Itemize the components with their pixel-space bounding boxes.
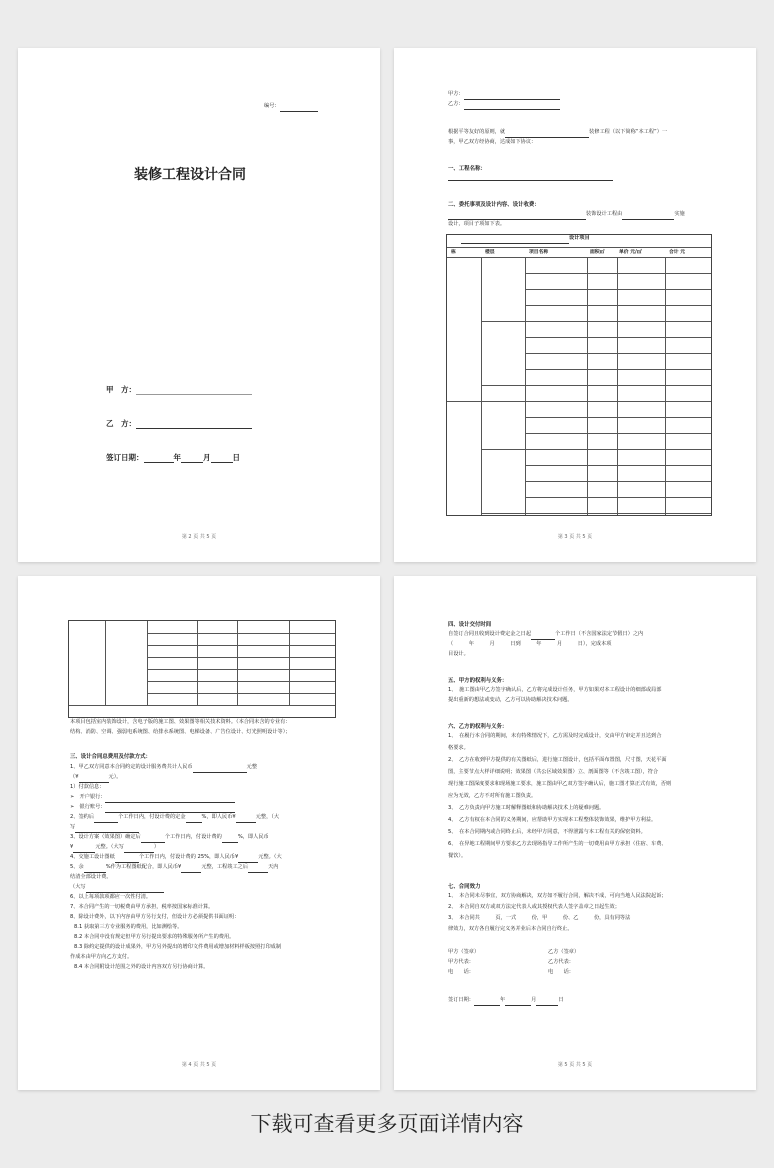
section-5-heading: 五、甲方的权利与义务： [448, 678, 508, 684]
party-a-line [448, 90, 560, 100]
contract-page-cover [18, 48, 380, 562]
table-row-line [69, 705, 335, 706]
month-label: 月 [203, 453, 211, 462]
bank-name [70, 793, 235, 803]
delivery-line-2: （ 年 月 日到 年 月 日），完成本项 [448, 641, 612, 647]
fee-text: 2、签约后 [70, 814, 95, 820]
payment-3-cont [70, 843, 159, 853]
table-row-line [525, 273, 711, 274]
header-building: 栋 [451, 250, 456, 255]
s6-line: 现行施工图深度要求和现场施工要求，施工图由甲乙双方签字确认后，施工图才算正式有效，否则 [448, 781, 672, 787]
project-blank [505, 131, 589, 138]
table-row-line [481, 513, 711, 514]
payment-2-cont [70, 823, 139, 833]
party-a-field [106, 384, 252, 395]
blank [222, 836, 238, 843]
fee-line-2 [70, 773, 121, 783]
party-b-line [448, 100, 560, 110]
fee-text: 元整。（大写 [95, 844, 124, 850]
designer-blank [622, 213, 674, 220]
s6-line: 图，主要节点大样详细说明；效果图（共公区域效果图）立、剖面图等（不含竣工图），符合 [448, 769, 659, 775]
table-row-line [525, 369, 711, 370]
design-blank [448, 213, 586, 220]
fee-text: ） [153, 844, 160, 850]
party-b-blank [464, 103, 560, 110]
s6-line: 5、 在本合同期内或合同终止后，未经甲方同意，不得泄露与本工程有关的保密资料。 [448, 829, 646, 835]
s6-line: 格要求。 [448, 745, 469, 751]
intro-line-1 [448, 128, 667, 138]
design-items-table [446, 234, 712, 516]
section-2-line-2: 设计，项目子项如下表。 [448, 221, 506, 227]
fee-line-7: 7、本合同产生的一切税费由甲方承担，税率按国家标准计算。 [70, 904, 214, 910]
fee-line-1 [70, 763, 257, 773]
blank [105, 806, 235, 813]
blank [124, 846, 154, 853]
fee-text: 5、余 [70, 864, 84, 870]
table-row-line [481, 321, 711, 322]
table-column-line [587, 257, 588, 515]
section-2-text: 实施 [674, 211, 685, 217]
blank [86, 886, 164, 893]
bank-account [70, 803, 235, 813]
s7-line: 律效力，双方各自履行完义务并业后本合同自行终止。 [448, 926, 573, 932]
table-column-line [665, 257, 666, 515]
contract-number [264, 102, 318, 112]
table-column-line [481, 257, 482, 515]
fee-line-8-3-cont: 作成本由甲方向乙方支付。 [70, 954, 133, 960]
section-2-line-1 [448, 210, 685, 220]
tel-party-b: 电 话： [548, 969, 574, 975]
s6-line: 4、 乙方有权在本合同的义务期间，应帮助甲方实现本工程整体装饰效果，维护甲方利益。 [448, 817, 657, 823]
sign-party-b: 乙方（签章） [548, 949, 580, 955]
sign-date-field [106, 452, 240, 463]
table-row-line [481, 449, 711, 450]
table-row-line [525, 417, 711, 418]
fee-text: ¥ [70, 844, 74, 850]
contract-number-blank [280, 104, 318, 112]
fee-line-8-3: 8.3 除约定提供的设计成果外，甲方另外提出的增印文件费用或增加材料样板按照打印成制 [74, 944, 282, 950]
table-row-line [525, 497, 711, 498]
fee-text: %，即人民币 [237, 834, 269, 840]
year-blank [144, 454, 174, 463]
table-row-line [147, 681, 335, 682]
fee-text: %，即人民币¥ [201, 814, 236, 820]
payment-4 [70, 853, 282, 863]
table-row-line [147, 645, 335, 646]
blank [94, 816, 118, 823]
contract-page-4 [18, 576, 380, 1090]
table-title-blank [461, 237, 569, 244]
day-blank [211, 454, 233, 463]
table-row-line [447, 401, 711, 402]
intro-line-2: 事，甲乙双方经协商，达成如下协议： [448, 139, 537, 145]
table-row-line [525, 481, 711, 482]
download-caption[interactable]: 下载可查看更多页面详情内容 [250, 1112, 524, 1136]
party-b-label: 乙方： [448, 101, 464, 107]
blank [73, 846, 95, 853]
fee-line-8: 8、除设计费外，以下内容由甲方另行支付，但设计方必须提供书面证明： [70, 914, 240, 920]
header-area: 面积㎡ [590, 250, 605, 255]
sign-party-a: 甲方（签章） [448, 949, 480, 955]
sign-date-label: 签订日期： [448, 997, 474, 1003]
tel-party-a: 电 话： [448, 969, 474, 975]
page-footer: 第 3 页 共 5 页 [557, 534, 593, 540]
blank [531, 633, 555, 640]
party-a-blank [136, 386, 252, 395]
fee-text: （大写 [70, 884, 86, 890]
s7-line: 2、 本合同自双方或双方法定代表人或其授权代表人签字盖章之日起生效； [448, 904, 620, 910]
table-row-line [525, 353, 711, 354]
payment-5-cont: 结清全部设计费。 [70, 874, 112, 880]
contract-number-label: 编号： [264, 103, 280, 109]
fee-text: 个工作日内，付设计费的 [164, 834, 222, 840]
payment-5 [70, 863, 278, 873]
fee-line-8-4: 8.4 本合同附设计范围之外的设计内容双方另行协商计算。 [74, 964, 209, 970]
payment-2 [70, 813, 279, 823]
contract-page-5 [394, 576, 756, 1090]
section-2-heading: 二、委托事项及设计内容、设计收费： [448, 202, 540, 208]
party-b-field [106, 418, 252, 429]
day-label: 日 [558, 997, 564, 1003]
fee-text: %作为工程图纸配合，即人民币¥ [105, 864, 182, 870]
fee-text: 元整，工程竣工之后 [201, 864, 249, 870]
table-column-line [617, 257, 618, 515]
blank [236, 816, 256, 823]
table-column-line [525, 257, 526, 515]
continued-table [68, 620, 336, 718]
scope-line-2: 结构、消防、空调、强弱电系统图、给排水系统图、电梯设备、广告位设计、灯光照明设计等）； [70, 729, 291, 735]
fee-line-6: 6、以上每项款项都应一次性付清。 [70, 894, 152, 900]
table-row-line [525, 289, 711, 290]
fee-text: 4、交施工设计图纸 [70, 854, 115, 860]
blank [115, 856, 139, 863]
intro-text: 根据平等友好的原则，就 [448, 129, 506, 135]
project-name-blank [448, 180, 613, 181]
page-title: 装修工程设计合同 [134, 167, 246, 183]
s6-line: 2、 乙方在收到甲方提供的有关图纸后，进行施工图设计，包括平面布置图，尺寸图，天花平面 [448, 757, 667, 763]
rep-party-a: 甲方代表： [448, 959, 474, 965]
s6-line: 餐饮）。 [448, 853, 467, 859]
table-row-line [525, 305, 711, 306]
blank [84, 866, 106, 873]
section-7-heading: 七、合同效力 [448, 884, 481, 890]
fee-line-8-1: 8.1 获取第三方专业服务的费用，比如测绘等。 [74, 924, 183, 930]
blank [536, 999, 558, 1006]
blank [238, 856, 258, 863]
payment-5-words [70, 883, 164, 893]
blank [141, 836, 165, 843]
intro-text: 装修工程（以下简称“本工程”）一 [589, 129, 668, 135]
s5-line: 1、 施工图由甲乙方签字确认后，乙方将完成设计任务，甲方如果对本工程设计的细部或局部 [448, 687, 662, 693]
table-row-line [525, 433, 711, 434]
section-3-heading: 三、设计合同总费用及付款方式： [70, 754, 151, 760]
rep-party-b: 乙方代表： [548, 959, 574, 965]
fee-text: 个工作日内，付设计费的定金 [118, 814, 186, 820]
fee-text: ➢ 银行账号： [70, 804, 106, 810]
page-footer: 第 4 页 共 5 页 [181, 1062, 217, 1068]
fee-text: （¥ [70, 774, 79, 780]
delivery-text: 自签订合同且收到设计费定金之日起 [448, 631, 532, 637]
fee-line-8-2: 8.2 本合同中没有规定但甲方另行提出要求的特殊服务所产生的费用。 [74, 934, 235, 940]
party-b-label: 乙 方： [106, 419, 136, 428]
page-footer: 第 2 页 共 5 页 [181, 534, 217, 540]
s6-line: 1、 在履行本合同的期间，未有特殊情况下，乙方需及时完成设计，交由甲方审定并且达到合 [448, 733, 662, 739]
s5-line: 提出重新的想法或变动，乙方可以协助解决技术问题。 [448, 697, 573, 703]
header-floor: 楼层 [485, 250, 495, 255]
year-label: 年 [499, 997, 506, 1003]
blank [105, 796, 235, 803]
fee-text: 个工作日内，付设计费的 25%，即人民币¥ [138, 854, 239, 860]
fee-text: 写 [70, 824, 76, 830]
s7-line: 1、 本合同未尽事宜，双方协商解决，双方如不履行合同，解决不成，可向当地人民法院起诉； [448, 893, 667, 899]
payment-info: 1）付款信息： [70, 784, 105, 790]
blank [505, 999, 531, 1006]
sign-date-label: 签订日期： [106, 453, 144, 462]
header-total: 合计 元 [669, 250, 686, 255]
sign-date [448, 996, 564, 1006]
blank [75, 826, 139, 833]
blank [193, 766, 247, 773]
table-column-line [105, 621, 106, 705]
party-a-label: 甲方： [448, 91, 464, 97]
blank [186, 816, 202, 823]
s7-line: 3、 本合同共 页，一式 份，甲 份、乙 份，具有同等法 [448, 915, 631, 921]
payment-3 [70, 833, 269, 843]
page-footer: 第 5 页 共 5 页 [557, 1062, 593, 1068]
fee-text: ➢ 开户银行： [70, 794, 106, 800]
blank [248, 866, 268, 873]
s6-line: 应为无效，乙方不对所有施工图负责。 [448, 793, 537, 799]
fee-text: 元整。（大 [258, 854, 282, 860]
fee-text: 1、甲乙双方同意本合同约定的设计服务费共计人民币 [70, 764, 193, 770]
table-row-line [147, 669, 335, 670]
s6-line: 6、 在异地工程期间甲方要求乙方去现场指导工作所产生的一切费用由甲方承担（住宿、车费、 [448, 841, 667, 847]
blank [181, 866, 201, 873]
section-1-heading: 一、工程名称： [448, 166, 486, 172]
table-row-line [147, 693, 335, 694]
day-label: 日 [232, 453, 240, 462]
table-row-line [147, 657, 335, 658]
month-label: 月 [531, 997, 537, 1003]
year-label: 年 [173, 453, 181, 462]
party-a-label: 甲 方： [106, 385, 136, 394]
contract-page-3 [394, 48, 756, 562]
table-title [461, 234, 590, 244]
fee-text: 天内 [268, 864, 279, 870]
delivery-line-3: 目设计。 [448, 651, 469, 657]
fee-text: 元整，（大 [255, 814, 280, 820]
fee-text: 元）。 [108, 774, 122, 780]
delivery-text: 个工作日（不含国家法定节假日）之内 [555, 631, 644, 637]
header-item-name: 项目名称 [529, 250, 549, 255]
blank [474, 999, 500, 1006]
party-b-blank [136, 420, 252, 429]
scope-line-1: 本项目包括室内装饰设计，含电子版的施工图、效果图等相关技术资料。（本合同未含的专业有： [70, 719, 291, 725]
party-a-blank [464, 93, 560, 100]
section-4-heading: 四、设计交付时间 [448, 622, 492, 628]
table-row-line [525, 337, 711, 338]
s6-line: 3、 乙方负责向甲方施工时解释图纸和协助解决技术上的疑难问题。 [448, 805, 605, 811]
blank [79, 776, 109, 783]
delivery-line-1 [448, 630, 643, 640]
table-row-line [481, 385, 711, 386]
fee-text: 3、设计方案（效果图）确定后 [70, 834, 141, 840]
table-title-text: 设计项目 [569, 235, 590, 241]
header-unit-price: 单价 元/㎡ [619, 250, 642, 255]
section-6-heading: 六、乙方的权利与义务： [448, 724, 508, 730]
table-row-line [525, 465, 711, 466]
section-2-text: 装饰设计工程由 [586, 211, 623, 217]
month-blank [181, 454, 203, 463]
fee-text: 元整 [246, 764, 258, 770]
table-row-line [147, 633, 335, 634]
